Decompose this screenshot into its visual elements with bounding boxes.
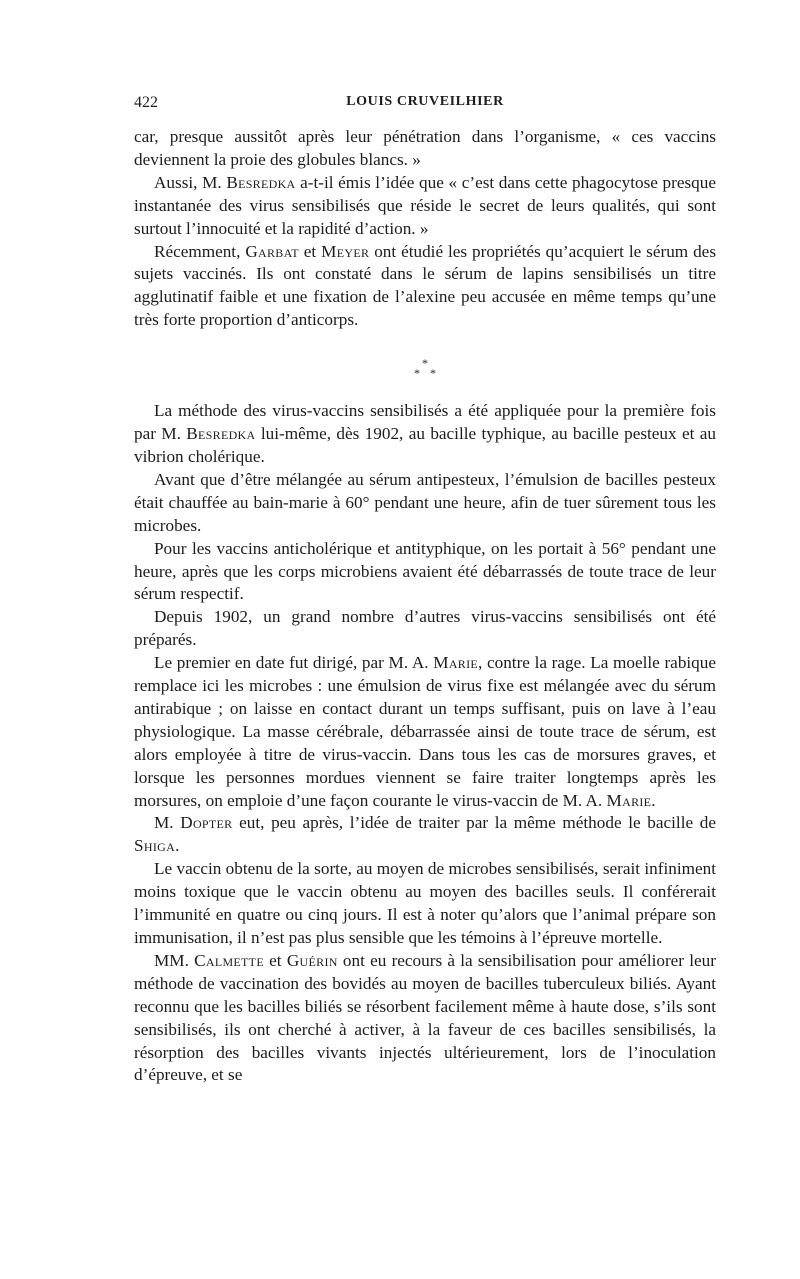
page-number: 422 [134, 94, 158, 111]
author-name: Garbat [245, 241, 299, 261]
paragraph: Récemment, Garbat et Meyer ont étudié les propriétés qu’acquiert le sérum des sujets vaccinés. Ils ont constaté dans le sérum de lapins sensibilisés un titre agglutinatif faible et une fixation de l’alexine peu accusée en même temps qu’une très forte proportion d’anticorps. [134, 241, 717, 330]
paragraph: Le premier en date fut dirigé, par M. A. Marie, contre la rage. La moelle rabique remplace ici les microbes : une émulsion de virus fixe est mélangée avec du sérum antirabique ; on laisse en contact durant un temps suffisant, puis on lave à l’eau physiologique. La masse cérébrale, débarrassée ainsi de toute trace de sérum, est alors employée à titre de virus-vaccin. Dans tous les cas de morsures graves, et lorsque les personnes mordues viennent se faire traiter longtemps après les morsures, on emploie d’une façon courante le virus-vaccin de M. A. Marie. [134, 653, 716, 810]
author-name: Calmette [194, 950, 264, 970]
page-header [134, 94, 716, 116]
paragraph: Le vaccin obtenu de la sorte, au moyen de microbes sensibilisés, serait infiniment moins toxique que le vaccin obtenu au moyen des bacilles seuls. Il conférerait l’immunité en quatre ou cinq jours. Il est à noter qu’alors que l’animal prépare son immunisation, il n’est pas plus sensible que les témoins à l’épreuve mortelle. [134, 859, 716, 947]
paragraph: Aussi, M. Besredka a-t-il émis l’idée que « c’est dans cette phagocytose presque instantanée des virus sensibilisés que réside le secret de leurs qualités, qui sont surtout l’innocuité et la rapidité d’action. » [134, 172, 716, 238]
separator-star: * [414, 366, 420, 381]
paragraph: Avant que d’être mélangée au sérum antipesteux, l’émulsion de bacilles pesteux était chauffée au bain-marie à 60° pendant une heure, afin de tuer sûrement tous les microbes. [134, 469, 716, 535]
author-name: Meyer [321, 241, 370, 261]
paragraph: car, presque aussitôt après leur pénétration dans l’organisme, « ces vaccins deviennent la proie des globules blancs. » [134, 127, 716, 169]
author-name: Marie [433, 653, 479, 673]
separator-star: * [422, 356, 428, 371]
author-name: Marie [606, 790, 652, 810]
paragraph: MM. Calmette et Guérin ont eu recours à la sensibilisation pour améliorer leur méthode de vaccination des bovidés au moyen de bacilles tuberculeux biliés. Ayant reconnu que les bacilles biliés se résorbent facilement même à haute dose, s’ils sont sensibilisés, ils ont cherché à activer, à la faveur de ces bacilles sensibilisés, la résorption des bacilles vivants injectés ultérieurement, lors de l’inoculation d’épreuve, et se [134, 950, 716, 1085]
running-head: LOUIS CRUVEILHIER [346, 94, 504, 109]
author-name: Besredka [226, 172, 296, 192]
paragraph: La méthode des virus-vaccins sensibilisés a été appliquée pour la première fois par M. Besredka lui-même, dès 1902, au bacille typhique, au bacille pesteux et au vibrion cholérique. [134, 401, 716, 466]
author-name: Dopter [180, 813, 233, 833]
author-name: Besredka [186, 424, 256, 444]
section-separator [134, 332, 716, 400]
author-name: Guérin [286, 950, 338, 970]
paragraph: Pour les vaccins anticholérique et antityphique, on les portait à 56° pendant une heure, après que les corps microbiens avaient été débarrassés de toute trace de leur sérum respectif. [134, 538, 716, 604]
separator-star: * [430, 366, 436, 381]
paragraph: Depuis 1902, un grand nombre d’autres virus-vaccins sensibilisés ont été préparés. [134, 607, 716, 650]
author-name: Shiga [134, 836, 176, 856]
body-text [134, 126, 716, 1087]
paragraph: M. Dopter eut, peu après, l’idée de traiter par la même méthode le bacille de Shiga. [134, 813, 716, 856]
